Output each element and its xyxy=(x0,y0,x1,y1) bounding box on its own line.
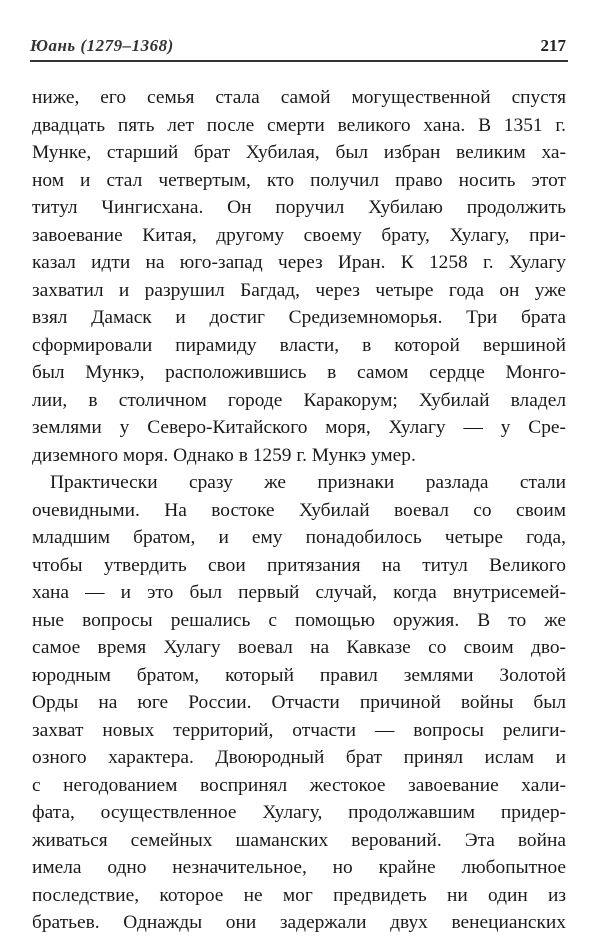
text-line: очевидными. На востоке Хубилай воевал со своим xyxy=(32,499,566,521)
text-line: фата, осуществленное Хулагу, продолжавшим придер- xyxy=(32,802,566,823)
text-line: был Мункэ, расположившись в самом сердце Монго- xyxy=(32,362,566,383)
text-line: ные вопросы решались с помощью оружия. В то же xyxy=(32,609,566,631)
text-line: Мунке, старший брат Хубилая, был избран великим ха- xyxy=(32,142,566,163)
page-header xyxy=(30,36,566,62)
page-number: 217 xyxy=(540,36,566,55)
text-line: юродным братом, который правил землями Золотой xyxy=(32,664,566,686)
text-line: самое время Хулагу воевал на Кавказе со своим дво- xyxy=(32,637,566,658)
paragraph-last-line: диземного моря. Однако в 1259 г. Мункэ умер. xyxy=(32,444,416,466)
text-line: землями у Северо-Китайского моря, Хулагу — у Сре- xyxy=(32,417,566,438)
text-line: ном и стал четвертым, кто получил право носить этот xyxy=(32,169,566,191)
text-line: младшим братом, и ему понадобилось четыре года, xyxy=(32,527,566,548)
text-line: хана — и это был первый случай, когда внутрисемей- xyxy=(32,582,566,603)
text-line: живаться семейных шаманских верований. Эта война xyxy=(32,829,566,851)
text-line: захватил и разрушил Багдад, через четыре года он уже xyxy=(32,279,566,301)
text-line: двадцать пять лет после смерти великого хана. В 1351 г. xyxy=(32,114,566,136)
text-line: последствие, которое не мог предвидеть ни один из xyxy=(32,884,566,906)
text-line: завоевание Китая, другому своему брату, Хулагу, при- xyxy=(32,224,566,246)
text-line: с негодованием воспринял жестокое завоевание хали- xyxy=(32,774,566,796)
text-line: сформировали пирамиду власти, в которой вершиной xyxy=(32,334,566,356)
paragraph-first-line: Практически сразу же признаки разлада стали xyxy=(50,472,566,493)
text-line: взял Дамаск и достиг Средиземноморья. Три брата xyxy=(32,307,566,328)
text-line: озного характера. Двоюродный брат принял ислам и xyxy=(32,747,566,768)
text-line: захват новых территорий, отчасти — вопросы религи- xyxy=(32,719,566,741)
header-rule xyxy=(30,60,568,62)
text-line: лии, в столичном городе Каракорум; Хубилай владел xyxy=(32,389,566,411)
text-line: Орды на юге России. Отчасти причиной войны был xyxy=(32,692,566,713)
text-line: титул Чингисхана. Он поручил Хубилаю продолжить xyxy=(32,197,566,218)
text-line: чтобы утвердить свои притязания на титул Великого xyxy=(32,554,566,576)
running-head: Юань (1279–1368) xyxy=(30,36,174,55)
text-line: ниже, его семья стала самой могущественной спустя xyxy=(32,87,566,108)
text-line: братьев. Однажды они задержали двух венецианских xyxy=(32,912,566,933)
text-line: казал идти на юго-запад через Иран. К 1258 г. Хулагу xyxy=(32,252,566,273)
body-text xyxy=(32,84,566,937)
text-line: имела одно незначительное, но крайне любопытное xyxy=(32,857,566,878)
